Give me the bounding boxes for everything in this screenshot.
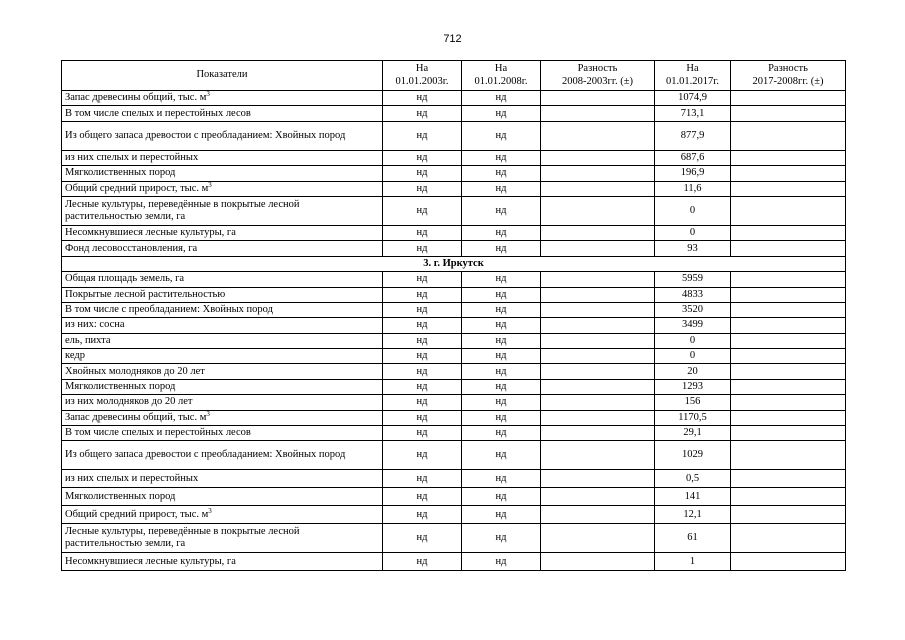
indicator-text: Лесные культуры, переведённые в покрытые лесной растительностью земли, га (65, 526, 300, 550)
diff-2017-2008-cell (731, 441, 846, 470)
indicator-cell (62, 287, 383, 302)
diff-2017-2008-cell (731, 225, 846, 240)
diff-2008-2003-cell (541, 333, 655, 348)
value-2008-cell: нд (462, 121, 541, 150)
value-2017-cell: 1029 (655, 441, 731, 470)
indicator-text: Несомкнувшиеся лесные культуры, га (65, 227, 236, 239)
indicator-text: Хвойных молодняков до 20 лет (65, 365, 205, 377)
indicator-cell (62, 241, 383, 256)
diff-2017-2008-cell (731, 506, 846, 524)
indicator-cell (62, 553, 383, 571)
value-2008-cell: нд (462, 287, 541, 302)
value-2017-cell: 141 (655, 488, 731, 506)
diff-2017-2008-cell (731, 426, 846, 441)
diff-2017-2008-cell (731, 364, 846, 379)
indicator-text: кедр (65, 350, 85, 362)
indicator-text: Мягколиственных пород (65, 167, 176, 179)
diff-2008-2003-cell (541, 181, 655, 196)
diff-2008-2003-cell (541, 441, 655, 470)
value-2017-cell: 0 (655, 349, 731, 364)
value-2008-cell: нд (462, 349, 541, 364)
value-2003-cell: нд (383, 196, 462, 225)
value-2008-cell: нд (462, 506, 541, 524)
value-2017-cell: 713,1 (655, 106, 731, 121)
value-2017-cell: 196,9 (655, 166, 731, 181)
diff-2008-2003-cell (541, 166, 655, 181)
value-2008-cell: нд (462, 318, 541, 333)
section-title: 3. г. Иркутск (62, 256, 846, 271)
indicator-cell (62, 470, 383, 488)
diff-2017-2008-cell (731, 166, 846, 181)
value-2008-cell: нд (462, 333, 541, 348)
indicator-text: из них спелых и перестойных (65, 151, 199, 163)
value-2003-cell: нд (383, 121, 462, 150)
value-2017-cell: 3520 (655, 302, 731, 317)
table-row (62, 106, 846, 121)
indicator-cell (62, 225, 383, 240)
value-2003-cell: нд (383, 106, 462, 121)
indicator-cell (62, 364, 383, 379)
diff-2017-2008-cell (731, 524, 846, 553)
header-2008: На 01.01.2008г. (462, 61, 541, 91)
value-2003-cell: нд (383, 166, 462, 181)
indicator-cell (62, 441, 383, 470)
indicator-cell (62, 410, 383, 425)
value-2003-cell: нд (383, 395, 462, 410)
table-header (62, 61, 846, 91)
indicator-text: Общий средний прирост, тыс. м (65, 182, 209, 194)
diff-2017-2008-cell (731, 349, 846, 364)
diff-2017-2008-cell (731, 333, 846, 348)
page-number: 712 (443, 33, 462, 45)
value-2008-cell: нд (462, 426, 541, 441)
diff-2008-2003-cell (541, 106, 655, 121)
indicator-text: Покрытые лесной растительностью (65, 288, 226, 300)
table-row (62, 287, 846, 302)
indicator-cell (62, 426, 383, 441)
indicator-text: Мягколиственных пород (65, 381, 176, 393)
value-2017-cell: 61 (655, 524, 731, 553)
table-row (62, 553, 846, 571)
value-2017-cell: 20 (655, 364, 731, 379)
diff-2008-2003-cell (541, 506, 655, 524)
value-2017-cell: 5959 (655, 272, 731, 287)
diff-2008-2003-cell (541, 553, 655, 571)
value-2017-cell: 0 (655, 333, 731, 348)
value-2017-cell: 12,1 (655, 506, 731, 524)
value-2003-cell: нд (383, 426, 462, 441)
value-2003-cell: нд (383, 553, 462, 571)
indicator-cell (62, 166, 383, 181)
header-diff-2008-2003: Разность 2008-2003гг. (±) (541, 61, 655, 91)
value-2003-cell: нд (383, 272, 462, 287)
value-2008-cell: нд (462, 241, 541, 256)
value-2017-cell: 156 (655, 395, 731, 410)
table-row (62, 379, 846, 394)
value-2003-cell: нд (383, 333, 462, 348)
indicator-cell (62, 349, 383, 364)
indicator-cell (62, 272, 383, 287)
value-2003-cell: нд (383, 410, 462, 425)
unit-exponent: 3 (208, 506, 212, 515)
value-2008-cell: нд (462, 181, 541, 196)
value-2003-cell: нд (383, 318, 462, 333)
table-row (62, 395, 846, 410)
diff-2008-2003-cell (541, 395, 655, 410)
value-2003-cell: нд (383, 225, 462, 240)
diff-2008-2003-cell (541, 225, 655, 240)
table-row (62, 488, 846, 506)
value-2008-cell: нд (462, 196, 541, 225)
value-2003-cell: нд (383, 181, 462, 196)
indicator-cell (62, 106, 383, 121)
table-row (62, 121, 846, 150)
diff-2017-2008-cell (731, 318, 846, 333)
table-row (62, 166, 846, 181)
diff-2017-2008-cell (731, 287, 846, 302)
header-2003: На 01.01.2003г. (383, 61, 462, 91)
value-2003-cell: нд (383, 379, 462, 394)
value-2017-cell: 0,5 (655, 470, 731, 488)
header-row (62, 61, 846, 91)
value-2017-cell: 1170,5 (655, 410, 731, 425)
diff-2008-2003-cell (541, 91, 655, 106)
indicator-cell (62, 121, 383, 150)
value-2008-cell: нд (462, 166, 541, 181)
diff-2008-2003-cell (541, 379, 655, 394)
value-2008-cell: нд (462, 364, 541, 379)
table-row (62, 441, 846, 470)
indicator-text: В том числе спелых и перестойных лесов (65, 107, 251, 119)
value-2017-cell: 877,9 (655, 121, 731, 150)
diff-2017-2008-cell (731, 302, 846, 317)
indicator-text: В том числе с преобладанием: Хвойных пород (65, 304, 273, 316)
indicator-cell (62, 302, 383, 317)
value-2003-cell: нд (383, 364, 462, 379)
value-2003-cell: нд (383, 506, 462, 524)
value-2008-cell: нд (462, 410, 541, 425)
table-row (62, 349, 846, 364)
table-row (62, 91, 846, 106)
unit-exponent: 3 (206, 409, 210, 418)
table-row (62, 318, 846, 333)
table-row (62, 272, 846, 287)
diff-2008-2003-cell (541, 150, 655, 165)
indicator-cell (62, 524, 383, 553)
value-2008-cell: нд (462, 91, 541, 106)
diff-2017-2008-cell (731, 91, 846, 106)
diff-2008-2003-cell (541, 287, 655, 302)
diff-2008-2003-cell (541, 349, 655, 364)
indicator-cell (62, 488, 383, 506)
diff-2008-2003-cell (541, 241, 655, 256)
table-row (62, 196, 846, 225)
indicator-cell (62, 150, 383, 165)
value-2017-cell: 687,6 (655, 150, 731, 165)
header-indicator: Показатели (62, 61, 383, 91)
indicator-cell (62, 395, 383, 410)
value-2017-cell: 93 (655, 241, 731, 256)
diff-2008-2003-cell (541, 524, 655, 553)
indicator-text: из них молодняков до 20 лет (65, 396, 193, 408)
diff-2017-2008-cell (731, 488, 846, 506)
unit-exponent: 3 (206, 90, 210, 99)
table-row (62, 470, 846, 488)
diff-2017-2008-cell (731, 553, 846, 571)
diff-2017-2008-cell (731, 241, 846, 256)
diff-2017-2008-cell (731, 470, 846, 488)
diff-2008-2003-cell (541, 470, 655, 488)
value-2003-cell: нд (383, 441, 462, 470)
value-2003-cell: нд (383, 241, 462, 256)
diff-2017-2008-cell (731, 181, 846, 196)
diff-2008-2003-cell (541, 410, 655, 425)
indicator-text: Запас древесины общий, тыс. м (65, 411, 207, 423)
value-2017-cell: 1074,9 (655, 91, 731, 106)
value-2017-cell: 29,1 (655, 426, 731, 441)
table-row (62, 150, 846, 165)
value-2017-cell: 3499 (655, 318, 731, 333)
indicator-text: Общий средний прирост, тыс. м (65, 508, 209, 520)
table-body (62, 91, 846, 571)
diff-2017-2008-cell (731, 395, 846, 410)
indicator-cell (62, 333, 383, 348)
value-2003-cell: нд (383, 349, 462, 364)
value-2008-cell: нд (462, 524, 541, 553)
value-2008-cell: нд (462, 150, 541, 165)
diff-2008-2003-cell (541, 121, 655, 150)
table-row (62, 506, 846, 524)
value-2003-cell: нд (383, 302, 462, 317)
indicator-text: Из общего запаса древостои с преобладанием: Хвойных пород (65, 449, 346, 461)
table-row (62, 333, 846, 348)
table-row (62, 241, 846, 256)
diff-2017-2008-cell (731, 121, 846, 150)
table-row (62, 426, 846, 441)
indicator-cell (62, 91, 383, 106)
value-2008-cell: нд (462, 106, 541, 121)
diff-2008-2003-cell (541, 318, 655, 333)
value-2008-cell: нд (462, 225, 541, 240)
table-row (62, 364, 846, 379)
value-2008-cell: нд (462, 488, 541, 506)
indicator-text: из них: сосна (65, 319, 125, 331)
value-2008-cell: нд (462, 395, 541, 410)
value-2008-cell: нд (462, 379, 541, 394)
indicator-text: Мягколиственных пород (65, 490, 176, 502)
table-row (62, 302, 846, 317)
value-2017-cell: 1 (655, 553, 731, 571)
diff-2008-2003-cell (541, 302, 655, 317)
diff-2017-2008-cell (731, 272, 846, 287)
indicator-text: Запас древесины общий, тыс. м (65, 92, 207, 104)
value-2003-cell: нд (383, 524, 462, 553)
value-2017-cell: 0 (655, 225, 731, 240)
value-2017-cell: 11,6 (655, 181, 731, 196)
indicator-cell (62, 379, 383, 394)
indicator-cell (62, 181, 383, 196)
indicator-text: Лесные культуры, переведённые в покрытые лесной растительностью земли, га (65, 198, 300, 222)
value-2003-cell: нд (383, 91, 462, 106)
indicator-text: В том числе спелых и перестойных лесов (65, 427, 251, 439)
value-2003-cell: нд (383, 488, 462, 506)
indicator-text: Общая площадь земель, га (65, 273, 185, 285)
diff-2008-2003-cell (541, 364, 655, 379)
indicator-cell (62, 318, 383, 333)
value-2017-cell: 1293 (655, 379, 731, 394)
header-2017: На 01.01.2017г. (655, 61, 731, 91)
indicator-cell (62, 506, 383, 524)
value-2003-cell: нд (383, 287, 462, 302)
diff-2008-2003-cell (541, 196, 655, 225)
diff-2008-2003-cell (541, 488, 655, 506)
value-2003-cell: нд (383, 470, 462, 488)
diff-2017-2008-cell (731, 410, 846, 425)
diff-2008-2003-cell (541, 272, 655, 287)
table-row (62, 410, 846, 425)
diff-2017-2008-cell (731, 379, 846, 394)
value-2008-cell: нд (462, 441, 541, 470)
indicator-text: ель, пихта (65, 334, 111, 346)
value-2008-cell: нд (462, 272, 541, 287)
value-2008-cell: нд (462, 553, 541, 571)
value-2017-cell: 0 (655, 196, 731, 225)
diff-2017-2008-cell (731, 150, 846, 165)
forest-stats-table (61, 60, 846, 571)
indicator-text: Фонд лесовосстановления, га (65, 242, 198, 254)
header-diff-2017-2008: Разность 2017-2008гг. (±) (731, 61, 846, 91)
value-2008-cell: нд (462, 470, 541, 488)
value-2008-cell: нд (462, 302, 541, 317)
indicator-text: Из общего запаса древостои с преобладанием: Хвойных пород (65, 129, 346, 141)
diff-2017-2008-cell (731, 106, 846, 121)
value-2003-cell: нд (383, 150, 462, 165)
value-2017-cell: 4833 (655, 287, 731, 302)
table-row (62, 524, 846, 553)
unit-exponent: 3 (208, 180, 212, 189)
indicator-text: Несомкнувшиеся лесные культуры, га (65, 555, 236, 567)
diff-2008-2003-cell (541, 426, 655, 441)
diff-2017-2008-cell (731, 196, 846, 225)
section-header-row (62, 256, 846, 271)
indicator-text: из них спелых и перестойных (65, 472, 199, 484)
table-row (62, 181, 846, 196)
indicator-cell (62, 196, 383, 225)
table-row (62, 225, 846, 240)
